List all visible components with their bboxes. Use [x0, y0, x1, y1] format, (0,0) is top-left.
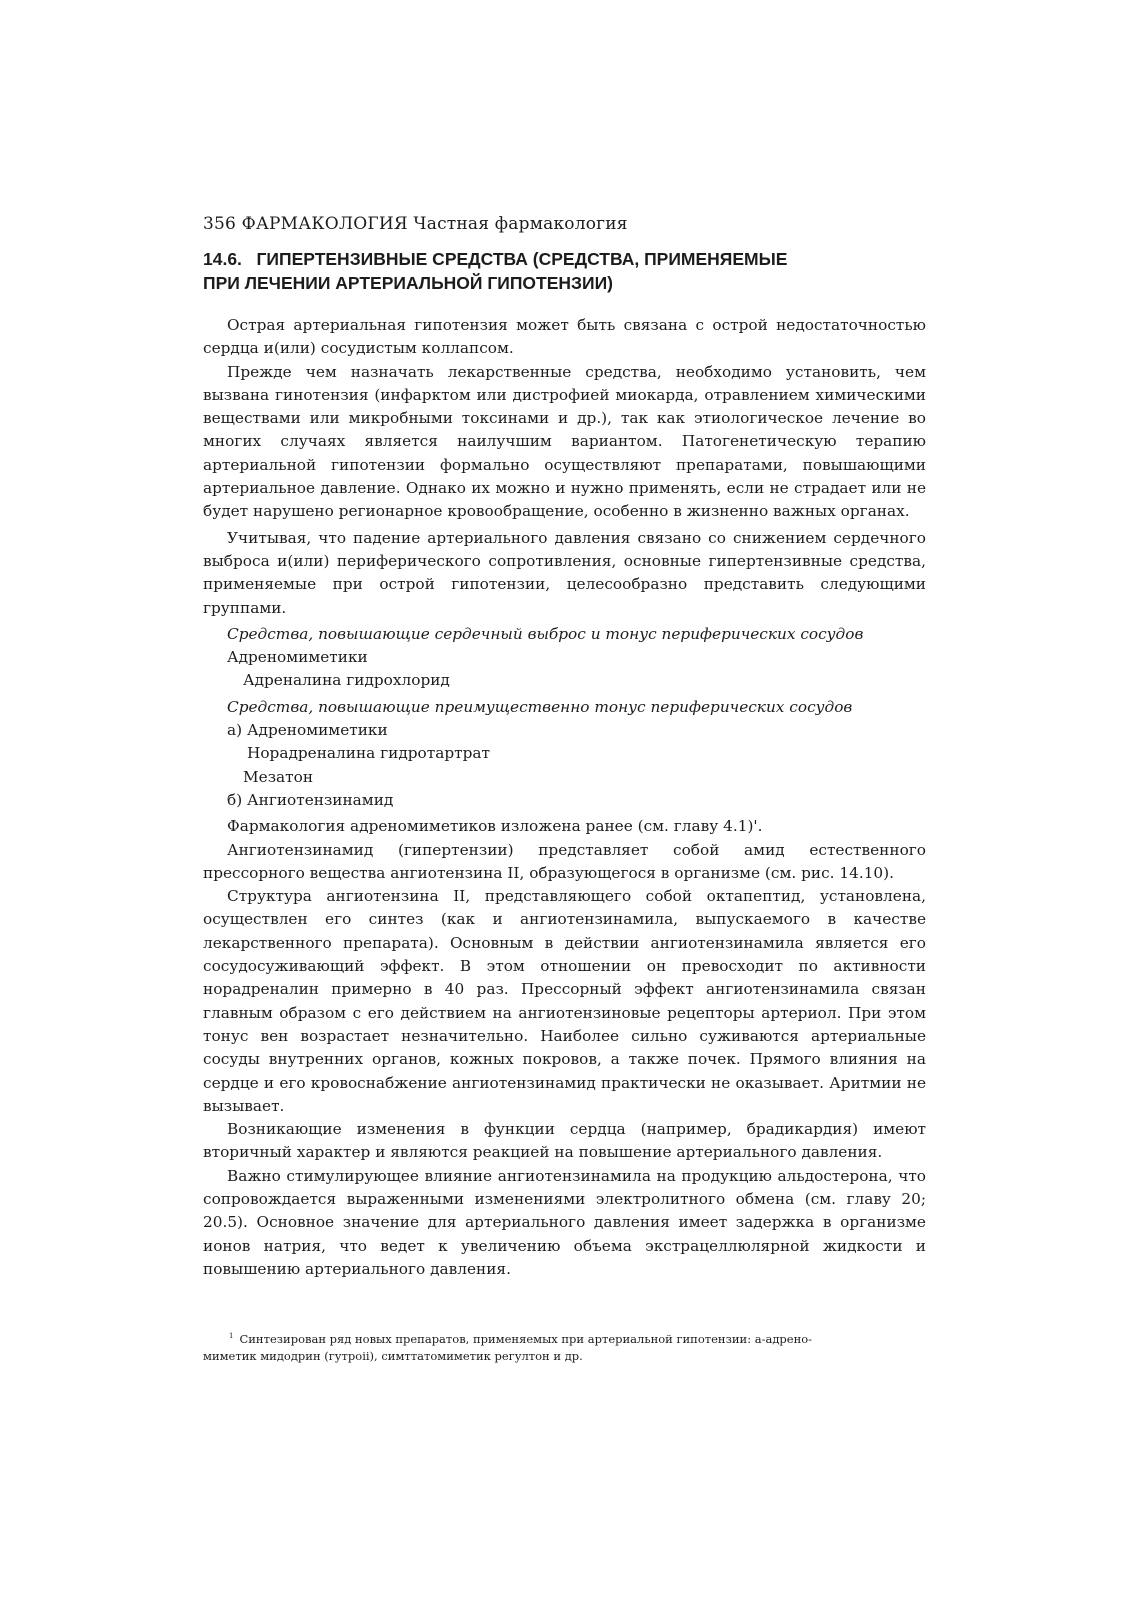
group-1-title: Средства, повышающие сердечный выброс и тонус периферических сосудов	[227, 624, 864, 643]
footnote-mark: 1	[229, 1332, 234, 1340]
paragraph-3: Учитывая, что падение артериального давления связано со снижением сердечного выброса и(или) периферического сопротивления, основные гипертензивные средства, применяемые при острой гипотензии, целесообразно представить следующими группами.	[203, 528, 926, 617]
paragraph-6: Структура ангиотензина II, представляющего собой октапептид, установлена, осуществлен его синтез (как и ангиотензинамила, выпускаемого в качестве лекарственного препарата). Основным в действии ангиотензинамила является его сосудосуживающий эффект. В этом отношении он превосходит по активности норадреналин примерно в 40 раз. Прессорный эффект ангиотензинамила связан главным образом с его действием на ангиотензиновые рецепторы артериол. При этом тонус вен возрастает незначительно. Наиболее сильно суживаются артериальные сосуды внутренних органов, кожных покровов, а также почек. Прямого влияния на сердце и его кровоснабжение ангиотензинамид практически не оказывает. Аритмии не вызывает.	[203, 887, 926, 1115]
running-head: 356 ФАРМАКОЛОГИЯ Частная фармакология	[203, 214, 628, 234]
body-text	[203, 314, 926, 1281]
footnote-text-1: Синтезирован ряд новых препаратов, применяемых при артериальной гипотензии: а-адрено-	[239, 1331, 813, 1346]
footnote-line-2: миметик мидодрин (гутроіі), симттатомиметик регултон и др.	[203, 1348, 583, 1363]
footnote-line-1	[203, 1328, 843, 1348]
group-2-drug-noradrenaline: Норадреналина гидротартрат	[247, 744, 490, 763]
paragraph-5: Ангиотензинамид (гипертензии) представляет собой амид естественного прессорного вещества ангиотензина II, образующегося в организме (см. рис. 14.10).	[203, 840, 926, 882]
section-title-line-2: ПРИ ЛЕЧЕНИИ АРТЕРИАЛЬНОЙ ГИПОТЕНЗИИ)	[203, 273, 613, 293]
group-1-drug: Адреналина гидрохлорид	[243, 671, 450, 690]
footnote	[203, 1328, 843, 1365]
paragraph-7: Возникающие изменения в функции сердца (например, брадикардия) имеют вторичный характер и являются реакцией на повышение артериального давления.	[203, 1120, 926, 1162]
group-2-title: Средства, повышающие преимущественно тонус периферических сосудов	[227, 697, 853, 716]
section-title-line-1: 14.6. ГИПЕРТЕНЗИВНЫЕ СРЕДСТВА (СРЕДСТВА, ПРИМЕНЯЕМЫЕ	[203, 249, 788, 269]
group-2-drug-mesaton: Мезатон	[243, 767, 314, 786]
paragraph-4: Фармакология адреномиметиков изложена ранее (см. главу 4.1)'.	[227, 817, 763, 836]
paragraph-8: Важно стимулирующее влияние ангиотензинамила на продукцию альдостерона, что сопровождается выраженными изменениями электролитного обмена (см. главу 20; 20.5). Основное значение для артериального давления имеет задержка в организме ионов натрия, что ведет к увеличению объема экстрацеллюлярной жидкости и повышению артериального давления.	[203, 1166, 926, 1278]
paragraph-1: Острая артериальная гипотензия может быть связана с острой недостаточностью сердца и(или) сосудистым коллапсом.	[203, 316, 926, 358]
section-title	[203, 247, 923, 295]
paragraph-2: Прежде чем назначать лекарственные средства, необходимо установить, чем вызвана гинотензия (инфарктом или дистрофией миокарда, отравлением химическими веществами или микробными токсинами и др.), так как этиологическое лечение во многих случаях является наилучшим вариантом. Патогенетическую терапию артериальной гипотензии формально осуществляют препаратами, повышающими артериальное давление. Однако их можно и нужно применять, если не страдает или не будет нарушено регионарное кровообращение, особенно в жизненно важных органах.	[203, 362, 926, 521]
group-1-class: Адреномиметики	[227, 648, 368, 667]
group-2-subgroup-b: б) Ангиотензинамид	[227, 790, 394, 809]
group-2-subgroup-a: а) Адреномиметики	[227, 721, 388, 740]
